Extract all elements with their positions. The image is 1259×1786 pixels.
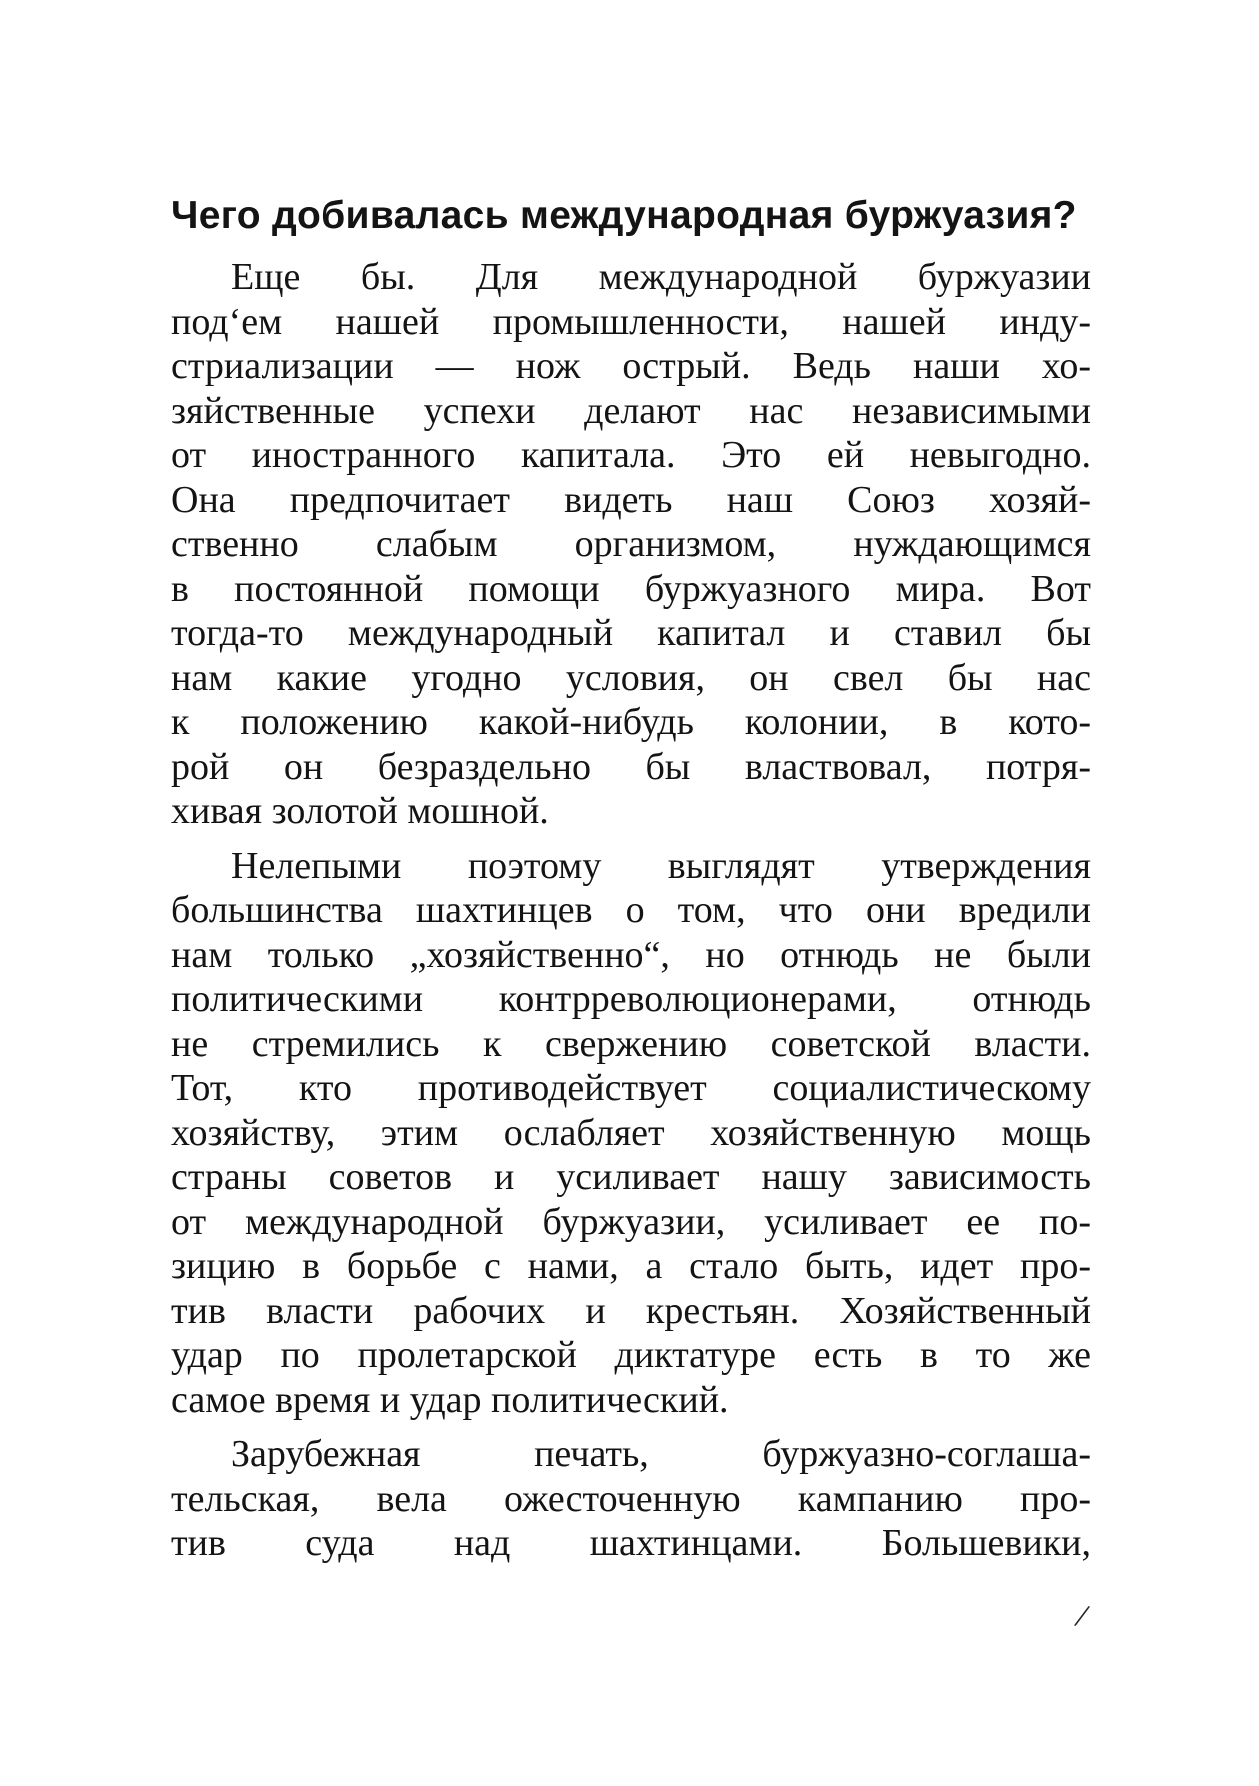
text-line: удар по пролетарской диктатуре есть в то же [171,1334,1091,1376]
text-line: тив суда над шахтинцами. Большевики, [171,1522,1091,1564]
text-line: Еще бы. Для международной буржуазии [231,256,1091,298]
text-line: хивая золотой мошной. [171,790,549,832]
body-text [171,255,1091,1566]
section-heading: Чего добивалась международная буржуазия? [171,194,1077,237]
page-mark: / [1071,1597,1093,1636]
paragraph-2 [171,844,1091,1423]
text-line: от иностранного капитала. Это ей невыгодно. [171,434,1091,476]
text-line: зяйственные успехи делают нас независимыми [171,389,1091,432]
text-line: стриализации — нож острый. Ведь наши хо- [171,345,1091,387]
text-line: самое время и удар политический. [171,1378,729,1421]
text-line: тив власти рабочих и крестьян. Хозяйственный [171,1289,1091,1332]
text-line: к положению какой-нибудь колонии, в кото- [171,701,1091,743]
text-line: не стремились к свержению советской власти. [171,1022,1091,1065]
text-line: Тот, кто противодействует социалистическому [171,1067,1091,1109]
text-line: хозяйству, этим ослабляет хозяйственную мощь [171,1111,1091,1154]
text-line: рой он безраздельно бы властвовал, потря- [171,745,1091,788]
text-line: ственно слабым организмом, нуждающимся [171,523,1091,565]
text-line: в постоянной помощи буржуазного мира. Вот [171,567,1091,610]
text-line: тельская, вела ожесточенную кампанию про- [171,1477,1091,1520]
text-line: Она предпочитает видеть наш Союз хозяй- [171,478,1091,521]
paragraph-1 [171,255,1091,834]
text-line: нам какие угодно условия, он свел бы нас [171,656,1091,699]
text-line: политическими контрреволюционерами, отнюдь [171,978,1091,1020]
text-line: нам только „хозяйственно“, но отнюдь не были [171,933,1091,976]
text-line: под‘ем нашей промышленности, нашей инду- [171,300,1091,343]
text-line: большинства шахтинцев о том, что они вредили [171,889,1091,931]
text-line: Нелепыми поэтому выглядят утверждения [231,844,1091,887]
text-line: от международной буржуазии, усиливает ее по- [171,1200,1091,1243]
text-line: зицию в борьбе с нами, а стало быть, идет про- [171,1245,1091,1287]
text-line: Зарубежная печать, буржуазно-соглаша- [231,1433,1091,1475]
text-line: тогда-то международный капитал и ставил бы [171,612,1091,654]
text-line: страны советов и усиливает нашу зависимость [171,1156,1091,1198]
paragraph-3 [171,1432,1091,1566]
